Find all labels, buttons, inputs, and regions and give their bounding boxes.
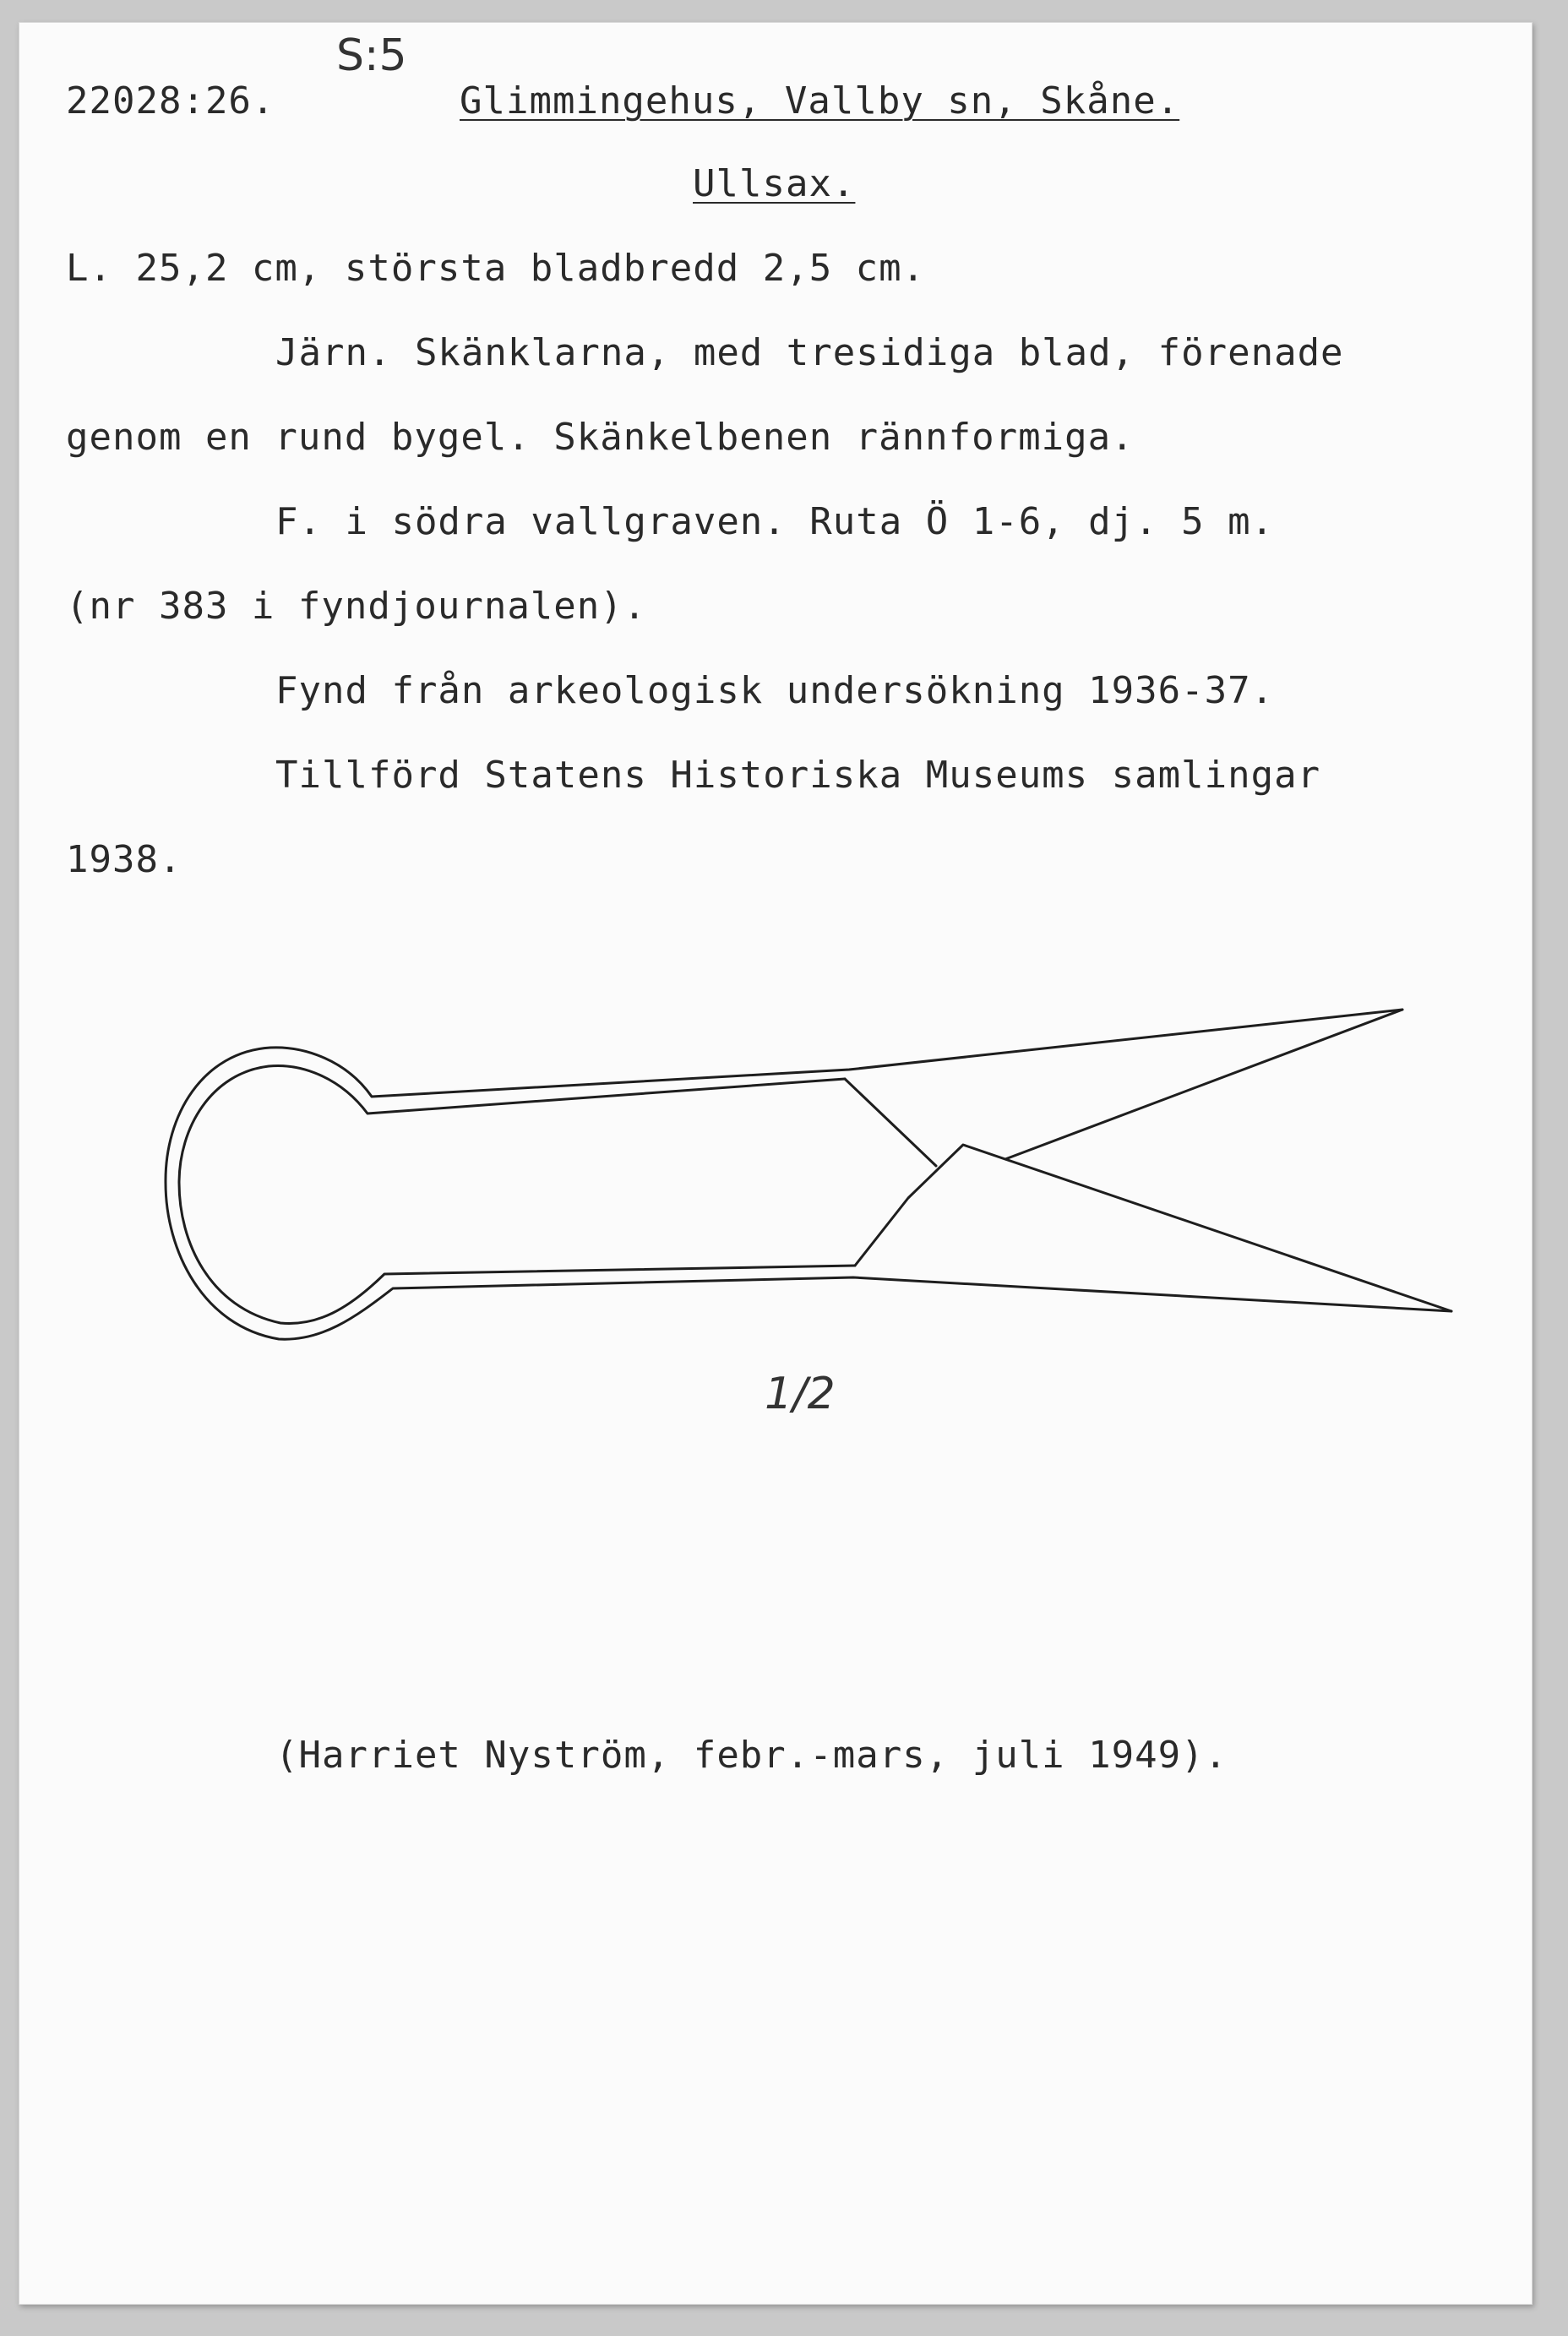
catalog-number: 22028:26. bbox=[66, 79, 275, 123]
object-name: Ullsax. bbox=[693, 162, 856, 205]
shears-lower-blade-edge bbox=[855, 1145, 1451, 1311]
shears-outer-outline bbox=[166, 1010, 1451, 1339]
description-line-1: Järn. Skänklarna, med tresidiga blad, förenade bbox=[275, 331, 1344, 374]
acquisition-line-1: Tillförd Statens Historiska Museums samlingar bbox=[275, 754, 1321, 797]
find-line-1: F. i södra vallgraven. Ruta Ö 1-6, dj. 5 m. bbox=[275, 500, 1275, 543]
location-heading: Glimmingehus, Vallby sn, Skåne. bbox=[460, 79, 1180, 123]
author-line: (Harriet Nyström, febr.-mars, juli 1949). bbox=[275, 1734, 1228, 1777]
description-line-2: genom en rund bygel. Skänkelbenen rännformiga. bbox=[66, 416, 1135, 459]
shears-shoulder-line bbox=[845, 1079, 936, 1166]
acquisition-line-2: 1938. bbox=[66, 838, 182, 881]
dimensions-text: L. 25,2 cm, största bladbredd 2,5 cm. bbox=[66, 247, 926, 290]
scale-note: 1/2 bbox=[765, 1369, 836, 1419]
handwritten-mark: S:5 bbox=[336, 30, 407, 81]
find-line-2: (nr 383 i fyndjournalen). bbox=[66, 585, 647, 628]
excavation-text: Fynd från arkeologisk undersökning 1936-37. bbox=[275, 669, 1275, 712]
